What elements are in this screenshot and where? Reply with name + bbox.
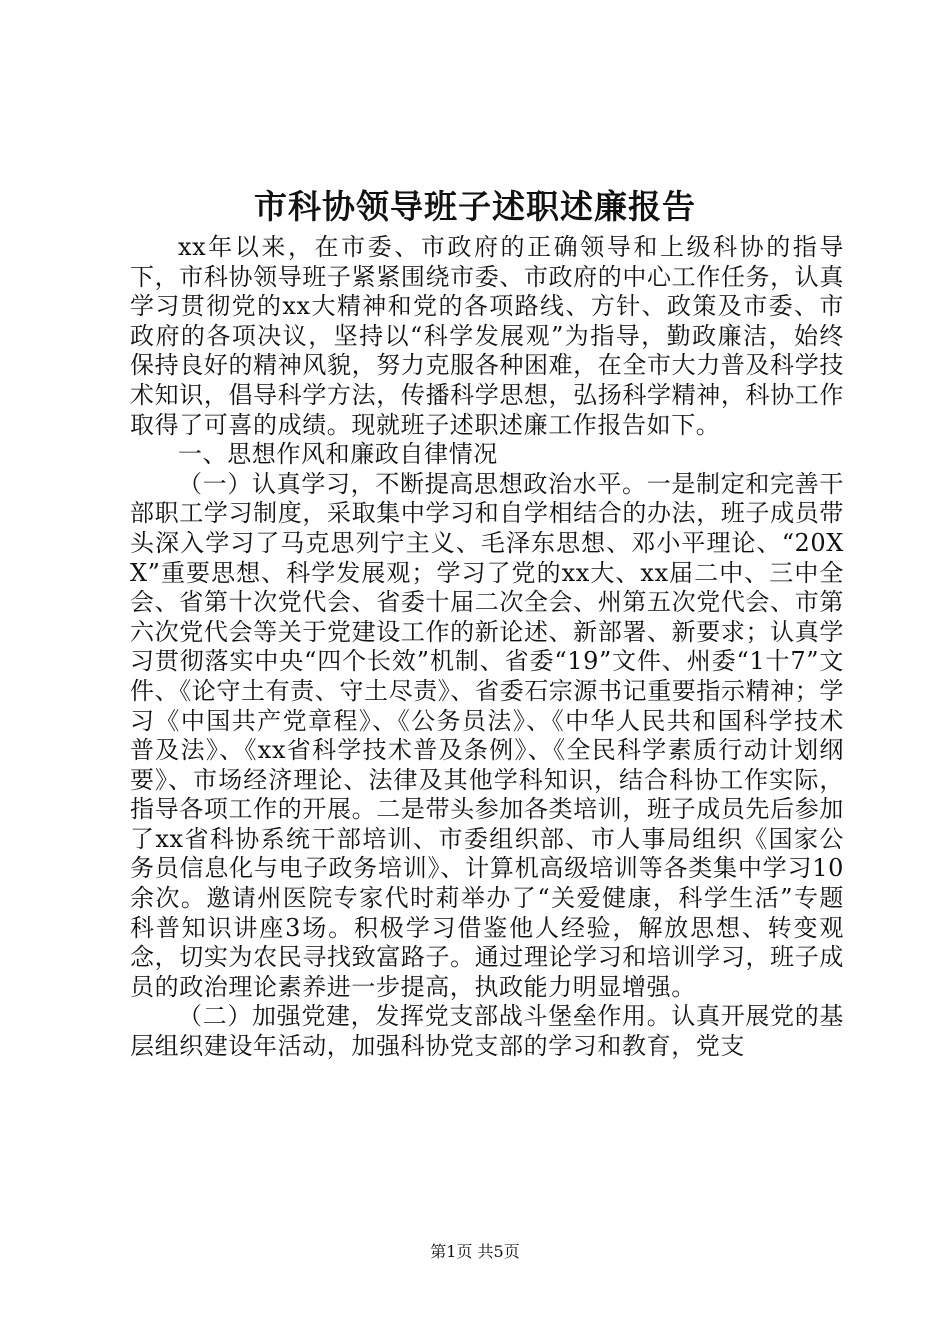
paragraph-intro: xx年以来，在市委、市政府的正确领导和上级科协的指导下，市科协领导班子紧紧围绕市委、市政府的中心工作任务，认真学习贯彻党的xx大精神和党的各项路线、方针、政策及市委、市政府的各项决议，坚持以“科学发展观”为指导，勤政廉洁，始终保持良好的精神风貌，努力克服各种困难，在全市大力普及科学技术知识，倡导科学方法，传播科学思想，弘扬科学精神，科协工作取得了可喜的成绩。现就班子述职述廉工作报告如下。 xyxy=(130,233,844,439)
paragraph-party-building: （二）加强党建，发挥党支部战斗堡垒作用。认真开展党的基层组织建设年活动，加强科协党支部的学习和教育，党支 xyxy=(130,1002,844,1061)
page-number-footer: 第1页 共5页 xyxy=(430,1242,520,1261)
document-title: 市科协领导班子述职述廉报告 xyxy=(254,187,696,226)
section-heading: 一、思想作风和廉政自律情况 xyxy=(178,440,498,469)
document-body xyxy=(130,233,844,1062)
paragraph-study: （一）认真学习，不断提高思想政治水平。一是制定和完善干部职工学习制度，采取集中学习和自学相结合的办法，班子成员带头深入学习了马克思列宁主义、毛泽东思想、邓小平理论、“20XX”重要思想、科学发展观；学习了党的xx大、xx届二中、三中全会、省第十次党代会、省委十届二次全会、州第五次党代会、市第六次党代会等关于党建设工作的新论述、新部署、新要求；认真学习贯彻落实中央“四个长效”机制、省委“19”文件、州委“1十7”文件、《论守土有责、守土尽责》、省委石宗源书记重要指示精神；学习《中国共产党章程》、《公务员法》、《中华人民共和国科学技术普及法》、《xx省科学技术普及条例》、《全民科学素质行动计划纲要》、市场经济理论、法律及其他学科知识，结合科协工作实际，指导各项工作的开展。二是带头参加各类培训，班子成员先后参加了xx省科协系统干部培训、市委组织部、市人事局组织《国家公务员信息化与电子政务培训》、计算机高级培训等各类集中学习10余次。邀请州医院专家代时莉举办了“关爱健康，科学生活”专题科普知识讲座3场。积极学习借鉴他人经验，解放思想、转变观念，切实为农民寻找致富路子。通过理论学习和培训学习，班子成员的政治理论素养进一步提高，执政能力明显增强。 xyxy=(130,469,844,1001)
